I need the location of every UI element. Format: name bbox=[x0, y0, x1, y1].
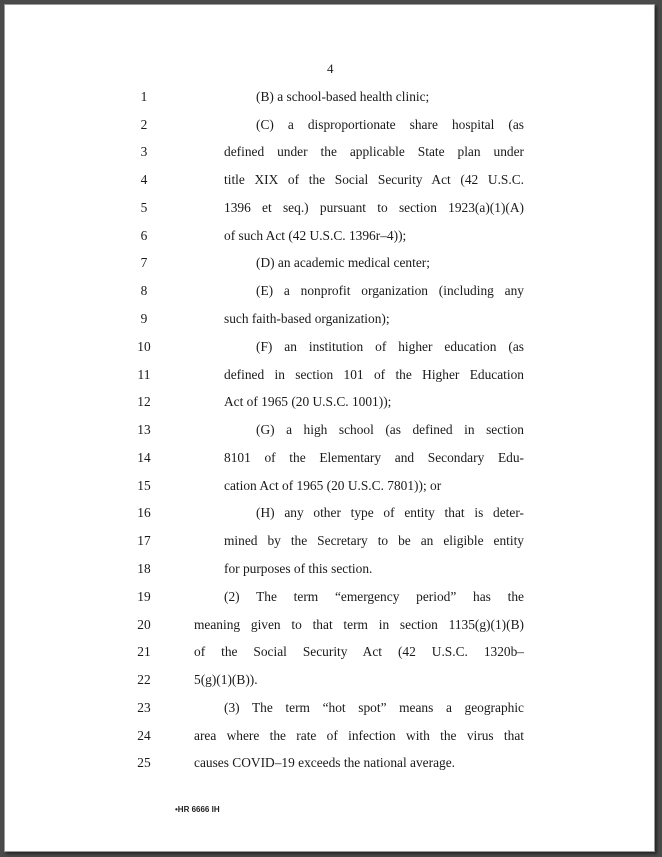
line-text: defined under the applicable State plan under bbox=[224, 144, 524, 159]
line-text: of such Act (42 U.S.C. 1396r–4)); bbox=[224, 228, 407, 243]
line-text: (2) The term “emergency period” has the bbox=[224, 589, 524, 604]
line-number: 21 bbox=[137, 644, 151, 659]
line-number: 1 bbox=[140, 89, 148, 104]
line-row bbox=[5, 753, 654, 773]
line-number: 10 bbox=[137, 339, 151, 354]
line-number: 22 bbox=[137, 672, 151, 687]
line-text: causes COVID–19 exceeds the national average. bbox=[194, 755, 456, 770]
line-number: 5 bbox=[140, 200, 148, 215]
line-text: 5(g)(1)(B)). bbox=[194, 672, 258, 687]
line-row bbox=[5, 615, 654, 635]
line-row bbox=[5, 365, 654, 385]
line-number: 24 bbox=[137, 728, 151, 743]
line-row bbox=[5, 476, 654, 496]
line-text: for purposes of this section. bbox=[224, 561, 373, 576]
line-text: meaning given to that term in section 1135(g)(1)(B) bbox=[194, 617, 524, 632]
line-text: of the Social Security Act (42 U.S.C. 1320b– bbox=[194, 644, 524, 659]
line-text: (B) a school-based health clinic; bbox=[256, 89, 430, 104]
line-text: (G) a high school (as defined in section bbox=[256, 422, 524, 437]
line-number: 12 bbox=[137, 394, 151, 409]
line-text: defined in section 101 of the Higher Education bbox=[224, 367, 524, 382]
line-number: 8 bbox=[140, 283, 148, 298]
line-row bbox=[5, 226, 654, 246]
line-number: 14 bbox=[137, 450, 151, 465]
line-row bbox=[5, 531, 654, 551]
line-text: title XIX of the Social Security Act (42 U.S.C. bbox=[224, 172, 524, 187]
line-number: 18 bbox=[137, 561, 151, 576]
line-text: (E) a nonprofit organization (including any bbox=[256, 283, 524, 298]
line-row bbox=[5, 253, 654, 273]
line-row bbox=[5, 198, 654, 218]
line-text: area where the rate of infection with the virus that bbox=[194, 728, 524, 743]
line-number: 11 bbox=[137, 367, 151, 382]
line-number: 7 bbox=[140, 255, 148, 270]
line-number: 2 bbox=[140, 117, 148, 132]
line-text: (3) The term “hot spot” means a geographic bbox=[224, 700, 524, 715]
line-row bbox=[5, 281, 654, 301]
line-number: 17 bbox=[137, 533, 151, 548]
line-row bbox=[5, 726, 654, 746]
line-row bbox=[5, 392, 654, 412]
line-text: (F) an institution of higher education (as bbox=[256, 339, 524, 354]
line-row bbox=[5, 587, 654, 607]
line-number: 3 bbox=[140, 144, 148, 159]
line-text: 8101 of the Elementary and Secondary Edu- bbox=[224, 450, 524, 465]
line-text: cation Act of 1965 (20 U.S.C. 7801)); or bbox=[224, 478, 442, 493]
line-number: 19 bbox=[137, 589, 151, 604]
line-text: Act of 1965 (20 U.S.C. 1001)); bbox=[224, 394, 392, 409]
line-row bbox=[5, 698, 654, 718]
line-number: 9 bbox=[140, 311, 148, 326]
line-number: 4 bbox=[140, 172, 148, 187]
line-text: mined by the Secretary to be an eligible entity bbox=[224, 533, 524, 548]
line-row bbox=[5, 142, 654, 162]
line-number: 20 bbox=[137, 617, 151, 632]
line-number: 15 bbox=[137, 478, 151, 493]
line-text: such faith-based organization); bbox=[224, 311, 390, 326]
document-footer-id: •HR 6666 IH bbox=[175, 805, 220, 814]
line-number: 23 bbox=[137, 700, 151, 715]
line-number: 25 bbox=[137, 755, 151, 770]
document-page bbox=[4, 4, 655, 852]
line-row bbox=[5, 309, 654, 329]
line-number: 16 bbox=[137, 505, 151, 520]
line-row bbox=[5, 170, 654, 190]
page-number: 4 bbox=[327, 61, 334, 76]
line-row bbox=[5, 115, 654, 135]
line-row bbox=[5, 670, 654, 690]
line-row bbox=[5, 420, 654, 440]
line-row bbox=[5, 503, 654, 523]
line-number: 13 bbox=[137, 422, 151, 437]
line-text: (D) an academic medical center; bbox=[256, 255, 430, 270]
line-text: 1396 et seq.) pursuant to section 1923(a)(1)(A) bbox=[224, 200, 524, 215]
line-text: (H) any other type of entity that is deter- bbox=[256, 505, 524, 520]
line-row bbox=[5, 559, 654, 579]
line-row bbox=[5, 337, 654, 357]
line-row bbox=[5, 87, 654, 107]
line-row bbox=[5, 448, 654, 468]
line-text: (C) a disproportionate share hospital (as bbox=[256, 117, 524, 132]
line-row bbox=[5, 642, 654, 662]
line-number: 6 bbox=[140, 228, 148, 243]
